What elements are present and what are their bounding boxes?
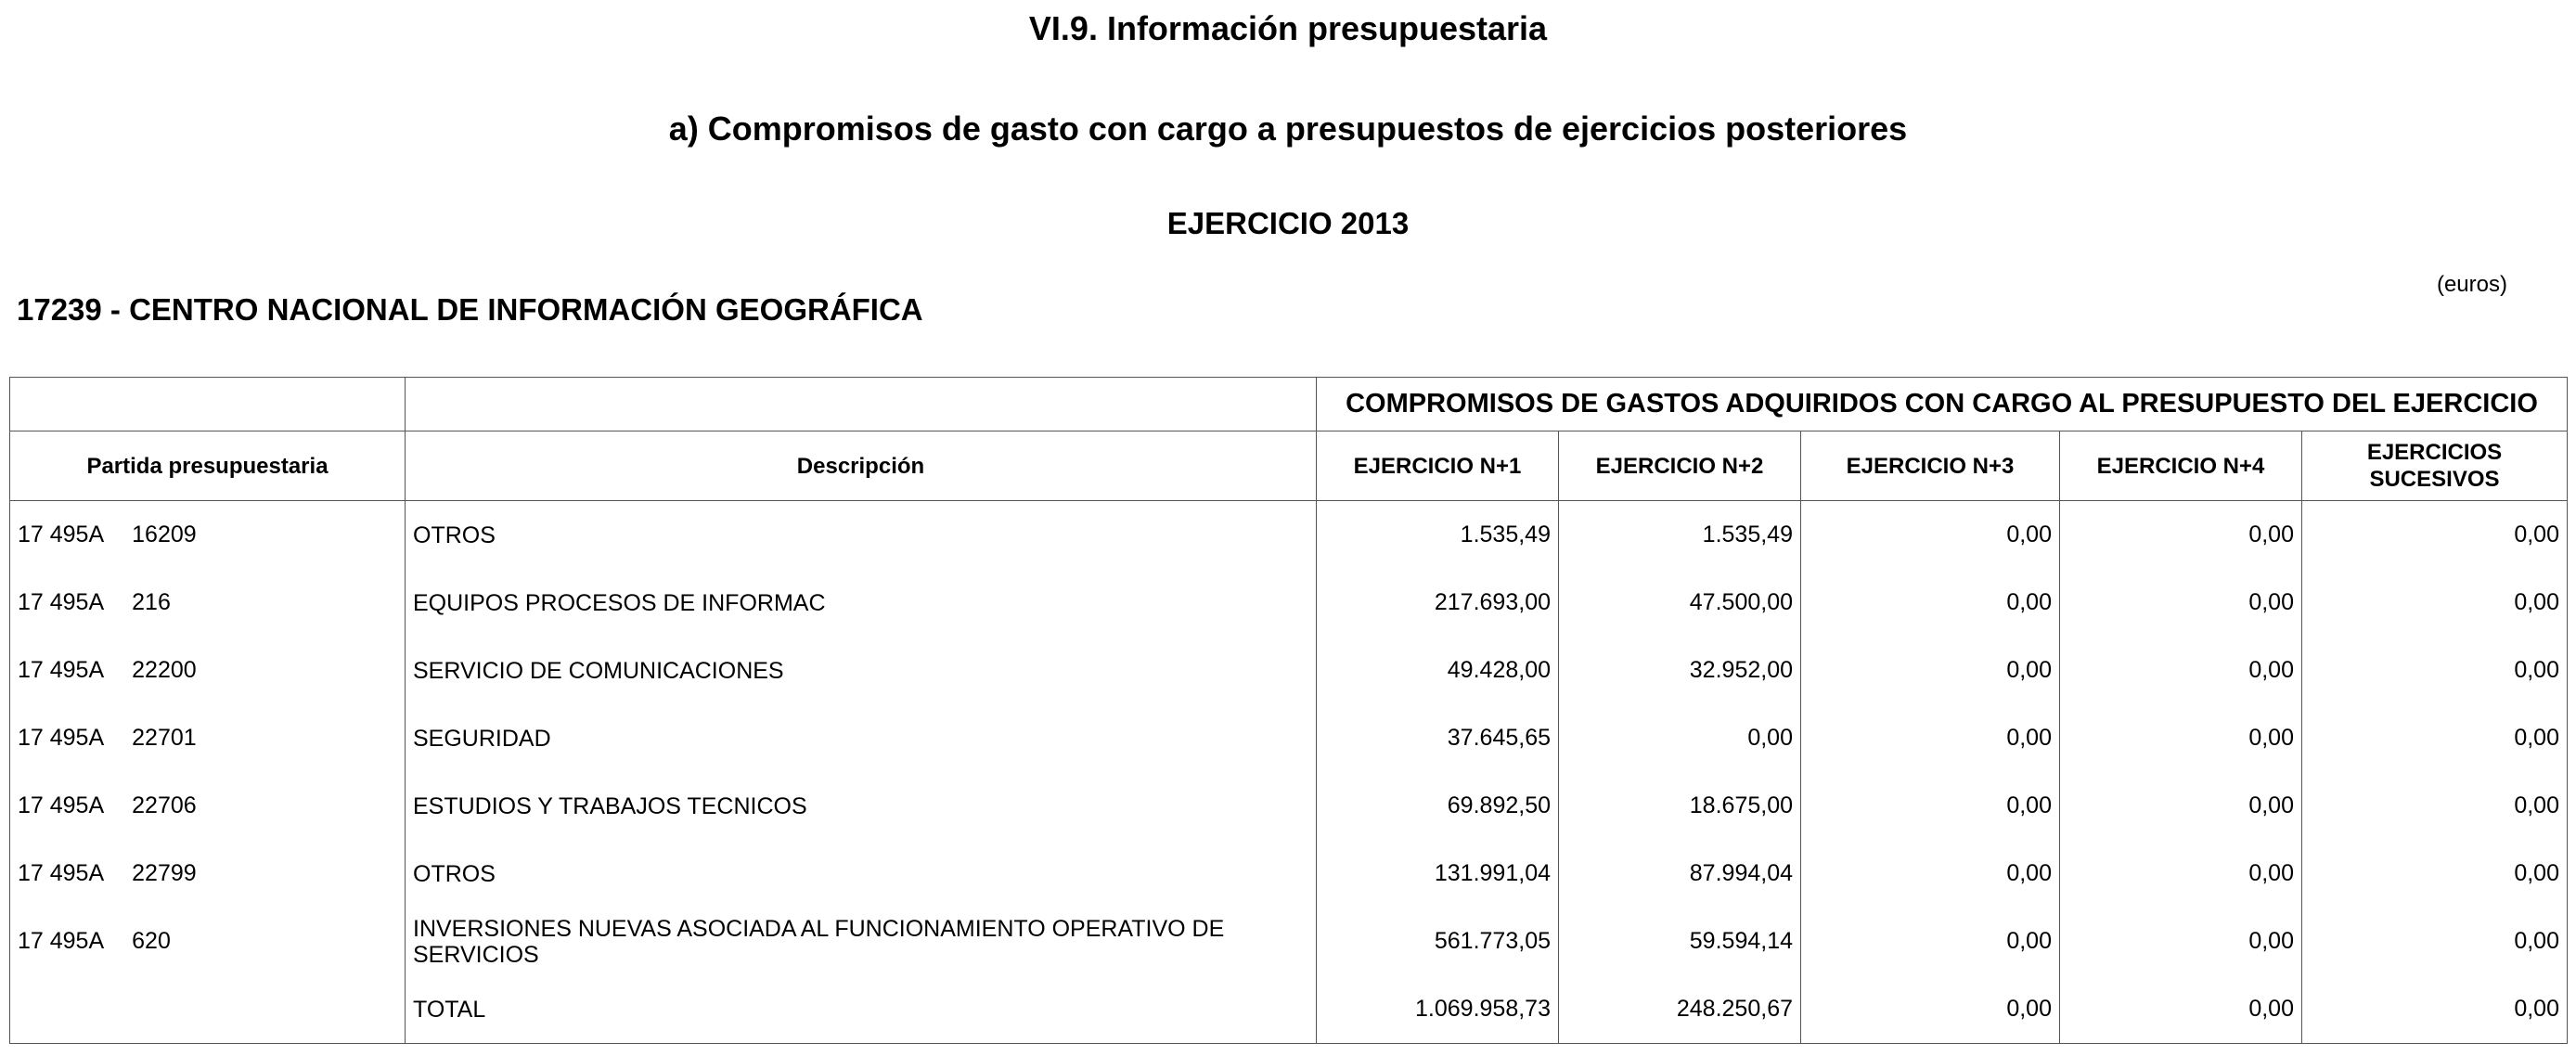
cell-sucesivos: 0,00 [2302,840,2568,908]
cell-descripcion: OTROS [406,840,1317,908]
cell-n3: 0,00 [1801,840,2060,908]
cell-descripcion: TOTAL [406,975,1317,1044]
cell-n4: 0,00 [2060,840,2302,908]
col-header-n2: EJERCICIO N+2 [1559,431,1801,501]
fiscal-year: EJERCICIO 2013 [1166,206,1410,240]
cell-partida [10,908,406,975]
cell-sucesivos: 0,00 [2302,772,2568,840]
cell-n2: 248.250,67 [1559,975,1801,1044]
cell-partida [10,840,406,908]
col-header-n1: EJERCICIO N+1 [1317,431,1559,501]
cell-n4: 0,00 [2060,772,2302,840]
cell-partida [10,569,406,637]
partida-concept: 620 [132,928,171,954]
empty-header-cell [10,378,406,431]
budget-commitments-table [9,377,2568,1044]
cell-partida [10,772,406,840]
col-header-sucesivos: EJERCICIOS SUCESIVOS [2302,431,2568,501]
cell-n2: 1.535,49 [1559,501,1801,570]
cell-n3: 0,00 [1801,975,2060,1044]
cell-n4: 0,00 [2060,569,2302,637]
cell-n3: 0,00 [1801,772,2060,840]
partida-concept: 216 [132,589,171,615]
partida-program: 17 495A [18,725,105,751]
cell-n4: 0,00 [2060,637,2302,704]
cell-n2: 18.675,00 [1559,772,1801,840]
cell-descripcion: SERVICIO DE COMUNICACIONES [406,637,1317,704]
cell-n1: 131.991,04 [1317,840,1559,908]
cell-n1: 561.773,05 [1317,908,1559,975]
empty-header-cell [406,378,1317,431]
col-header-n3: EJERCICIO N+3 [1801,431,2060,501]
cell-n1: 69.892,50 [1317,772,1559,840]
table-row [10,704,2568,772]
cell-sucesivos: 0,00 [2302,704,2568,772]
partida-program: 17 495A [18,657,105,683]
table-row [10,772,2568,840]
table-row [10,501,2568,570]
partida-program: 17 495A [18,522,105,547]
partida-concept: 22200 [132,657,197,683]
col-header-partida: Partida presupuestaria [10,431,406,501]
col-header-n4: EJERCICIO N+4 [2060,431,2302,501]
partida-program: 17 495A [18,792,105,818]
cell-partida [10,704,406,772]
cell-descripcion: INVERSIONES NUEVAS ASOCIADA AL FUNCIONAMIENTO OPERATIVO DE SERVICIOS [406,908,1317,975]
cell-partida [10,501,406,570]
partida-concept: 16209 [132,522,197,547]
table-body [10,501,2568,1044]
cell-n2: 87.994,04 [1559,840,1801,908]
cell-sucesivos: 0,00 [2302,569,2568,637]
cell-sucesivos: 0,00 [2302,975,2568,1044]
currency-unit: (euros) [2436,272,2507,297]
cell-descripcion: OTROS [406,501,1317,570]
cell-n4: 0,00 [2060,975,2302,1044]
cell-descripcion: ESTUDIOS Y TRABAJOS TECNICOS [406,772,1317,840]
cell-n1: 1.535,49 [1317,501,1559,570]
partida-program: 17 495A [18,928,105,954]
cell-n4: 0,00 [2060,908,2302,975]
cell-n3: 0,00 [1801,908,2060,975]
table-row [10,840,2568,908]
cell-n4: 0,00 [2060,704,2302,772]
entity-name: 17239 - CENTRO NACIONAL DE INFORMACIÓN GEOGRÁFICA [17,292,923,327]
cell-descripcion: EQUIPOS PROCESOS DE INFORMAC [406,569,1317,637]
table-row [10,637,2568,704]
table-column-header-row [10,431,2568,501]
cell-n2: 0,00 [1559,704,1801,772]
cell-n3: 0,00 [1801,637,2060,704]
table-row [10,569,2568,637]
page-title: VI.9. Información presupuestaria [1028,9,1548,47]
cell-n2: 59.594,14 [1559,908,1801,975]
cell-sucesivos: 0,00 [2302,908,2568,975]
cell-n3: 0,00 [1801,501,2060,570]
cell-descripcion: SEGURIDAD [406,704,1317,772]
partida-program: 17 495A [18,860,105,886]
partida-concept: 22799 [132,860,197,886]
cell-n4: 0,00 [2060,501,2302,570]
partida-program: 17 495A [18,589,105,615]
table-row [10,975,2568,1044]
cell-n1: 49.428,00 [1317,637,1559,704]
partida-concept: 22706 [132,792,197,818]
cell-partida [10,637,406,704]
group-header: COMPROMISOS DE GASTOS ADQUIRIDOS CON CARGO AL PRESUPUESTO DEL EJERCICIO [1317,378,2568,431]
table-row [10,908,2568,975]
cell-n1: 217.693,00 [1317,569,1559,637]
cell-n2: 32.952,00 [1559,637,1801,704]
partida-concept: 22701 [132,725,197,751]
cell-n1: 37.645,65 [1317,704,1559,772]
page-subtitle: a) Compromisos de gasto con cargo a presupuestos de ejercicios posteriores [668,109,1908,148]
cell-n3: 0,00 [1801,569,2060,637]
table-group-header-row [10,378,2568,431]
cell-partida [10,975,406,1044]
cell-sucesivos: 0,00 [2302,637,2568,704]
col-header-descripcion: Descripción [406,431,1317,501]
cell-n2: 47.500,00 [1559,569,1801,637]
cell-n1: 1.069.958,73 [1317,975,1559,1044]
cell-n3: 0,00 [1801,704,2060,772]
cell-sucesivos: 0,00 [2302,501,2568,570]
